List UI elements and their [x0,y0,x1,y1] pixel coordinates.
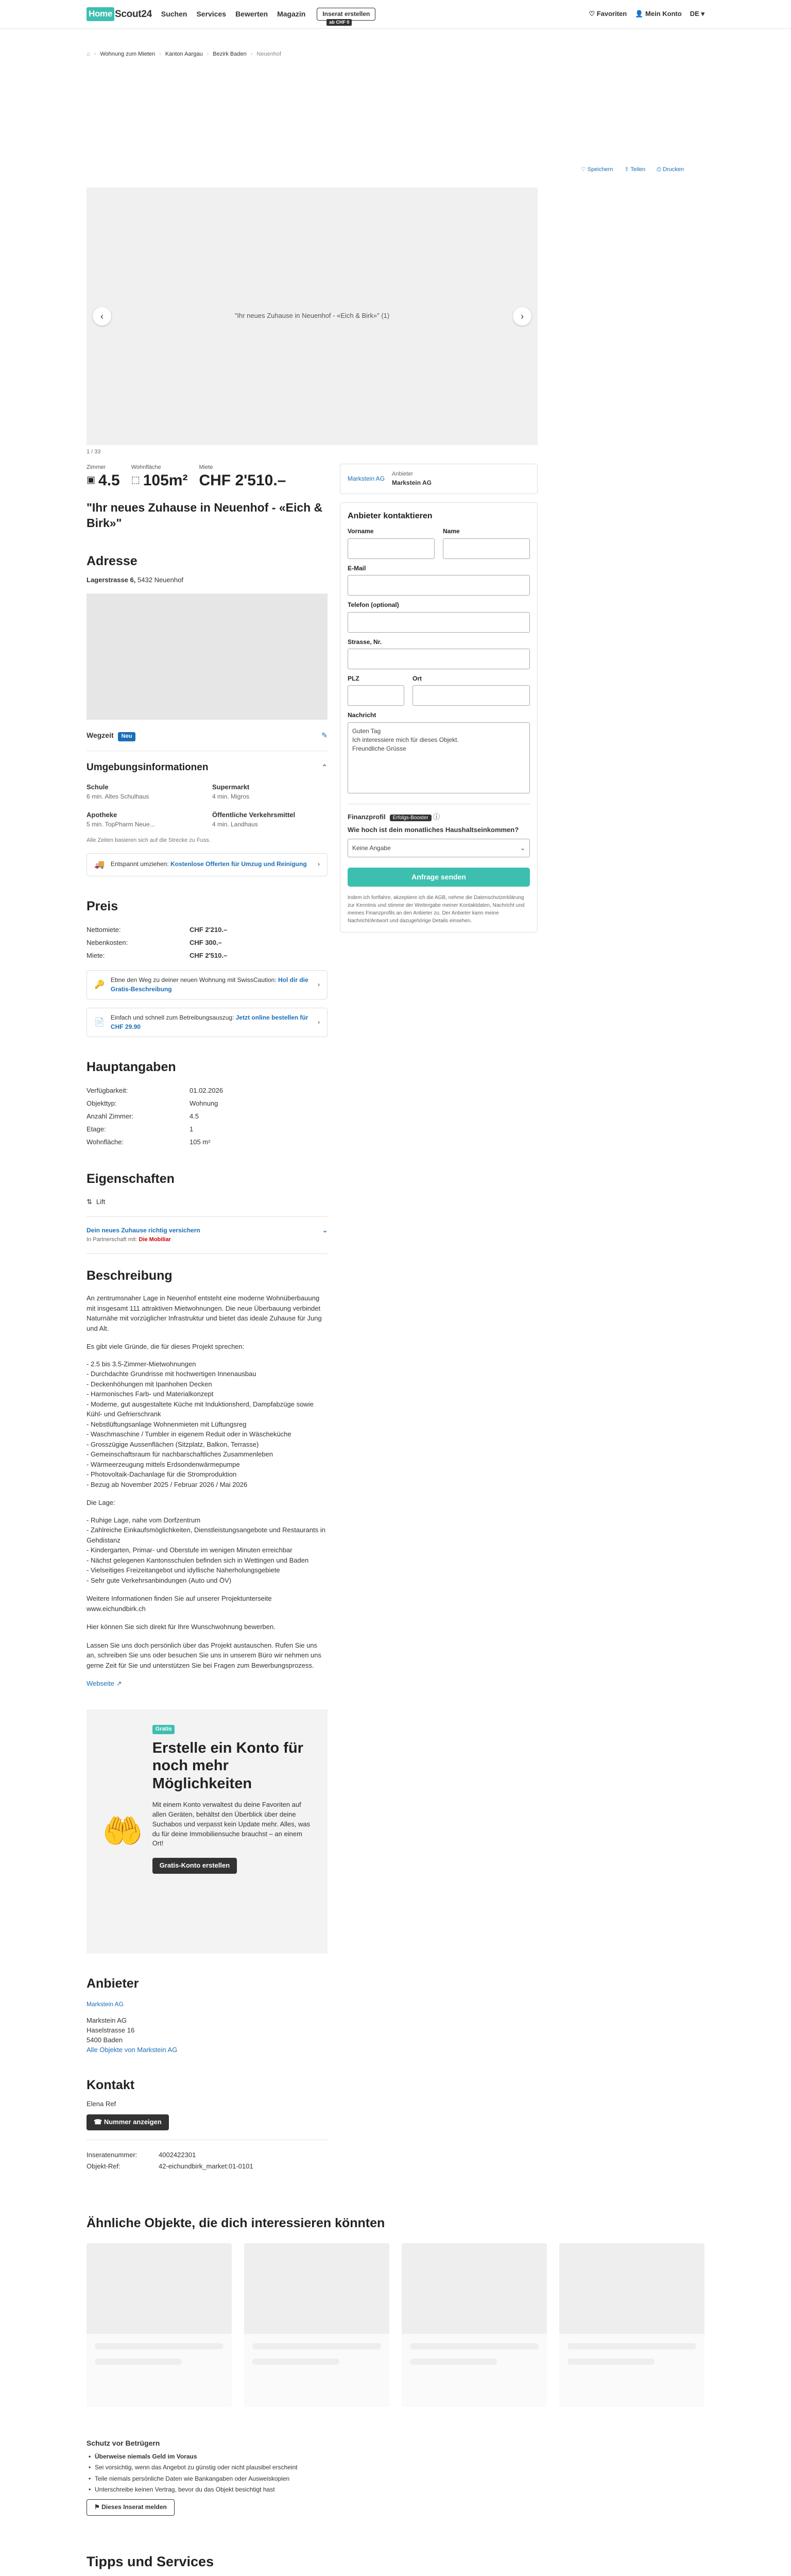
breadcrumb-item: Neuenhof [256,51,282,57]
scam-heading: Schutz vor Betrügern [87,2438,160,2447]
income-question: Wie hoch ist dein monatliches Haushaltseinkommen? [348,825,519,834]
description-list-item: - Grosszügige Aussenflächen (Sitzplatz, Balkon, Terrasse) [87,1440,259,1448]
page-content [87,59,704,2576]
id-row [87,2161,328,2173]
city-label: Ort [412,674,422,682]
breadcrumb-separator: › [159,51,161,57]
insurance-title: Dein neues Zuhause richtig versichern [87,1226,200,1234]
site-logo[interactable] [87,7,152,22]
street-field[interactable] [348,649,530,669]
environment-item [212,783,328,801]
language-label: DE [690,10,699,18]
description-list [87,1359,328,1490]
info-row [87,1084,328,1097]
info-row [87,1123,328,1136]
environment-sub: 5 min. TopPharm Neue... [87,821,155,828]
divider [87,1216,328,1217]
agency-card[interactable] [340,464,538,494]
show-number-button[interactable]: ☎ Nummer anzeigen [87,2114,169,2130]
rent-fact [199,464,286,489]
id-value: 42-eichundbirk_market:01-0101 [159,2162,253,2171]
new-badge: Neu [118,732,136,741]
insert-listing-button[interactable] [317,8,375,25]
phone-label: Telefon (optional) [348,601,399,609]
environment-grid [87,783,328,829]
breadcrumb-item[interactable]: Kanton Aargau [165,51,203,57]
insert-listing-label: Inserat erstellen [322,10,370,18]
description-list-item: - Photovoltaik-Dachanlage für die Stromproduktion [87,1470,237,1479]
website-link[interactable] [87,1680,122,1687]
environment-title: Schule [87,783,109,791]
account-label: Mein Konto [645,10,682,18]
provider-city: 5400 Baden [87,2036,123,2044]
report-listing-button[interactable]: ⚑ Dieses Inserat melden [87,2499,175,2515]
document-icon: 📄 [94,1018,105,1027]
insurance-teaser[interactable] [87,1226,328,1244]
moving-link[interactable]: Kostenlose Offerten für Umzug und Reinigung [170,860,307,868]
provider-street: Haselstrasse 16 [87,2026,135,2035]
description-list-item: - Vielseitiges Freizeitangebot und idyllische Naherholungsgebiete [87,1566,280,1574]
image-gallery[interactable] [87,188,538,445]
description-paragraph: Hier können Sie sich direkt für Ihre Wunschwohnung bewerben. [87,1623,276,1631]
price-value: CHF 2'510.– [190,951,228,959]
zip-label: PLZ [348,674,359,682]
environment-note: Alle Zeiten basieren sich auf die Strecke zu Fuss. [87,837,211,843]
price-heading: Preis [87,899,118,913]
gallery-image-alt: "Ihr neues Zuhause in Neuenhof - «Eich & Birk»" (1) [234,312,390,320]
listing-main [87,456,328,2173]
area-value: 105m² [143,471,188,489]
description-list-item: - Harmonisches Farb- und Materialkonzept [87,1390,214,1398]
price-key: Nettomiete: [87,925,121,934]
description-list-item: - Bezug ab November 2025 / Februar 2026 / Mai 2026 [87,1480,248,1488]
price-value: CHF 2'210.– [190,925,228,934]
id-key: Objekt-Ref: [87,2162,121,2171]
rent-label: Miete [199,464,213,470]
divider [87,1253,328,1254]
heart-hands-icon: 🤲 [102,1812,143,1850]
first-name-field[interactable] [348,538,435,559]
scam-tip: • Sei vorsichtig, wenn das Angebot zu günstig oder nicht plausibel erscheint [87,2463,704,2472]
description-list-item: - Moderne, gut ausgestaltete Küche mit Induktionsherd, Dampfabzüge sowie Kühl- und Gefrierschrank [87,1400,314,1418]
description-list [87,1515,328,1586]
environment-sub: 4 min. Migros [212,792,250,800]
placeholder-line [568,2343,696,2349]
contact-form [340,502,538,933]
chevron-right-icon: › [318,860,320,868]
send-request-button[interactable]: Anfrage senden [348,868,530,886]
description-list-item: - Deckenhöhungen mit Ipanhohen Decken [87,1380,212,1388]
placeholder-image [87,2243,232,2334]
create-account-button[interactable]: Gratis-Konto erstellen [152,1858,237,1874]
promo-headline: Erstelle ein Konto für noch mehr Möglichkeiten [152,1739,303,1792]
price-row [87,924,328,937]
environment-item [87,783,202,801]
commute-label: Wegzeit [87,731,114,739]
price-row [87,950,328,962]
print-button[interactable]: ⎙ Drucken [657,166,684,173]
placeholder-line [252,2343,381,2349]
deposit-link[interactable]: Hol dir die Gratis-Beschreibung [110,976,308,993]
income-select[interactable] [348,839,530,857]
favorites-label: Favoriten [596,10,627,18]
rooms-value: 4.5 [98,471,120,489]
booster-badge: Erfolgs-Booster [390,815,432,821]
address-line [87,575,328,585]
environment-item [212,810,328,829]
edit-icon[interactable]: ✎ [321,731,328,740]
info-value: 01.02.2026 [190,1087,223,1095]
last-name-field[interactable] [443,538,530,559]
commute-row[interactable] [87,730,328,741]
description-list-item: - Kindergarten, Primar- und Oberstufe im wenigen Minuten erreichbar [87,1546,293,1554]
account-link[interactable]: 👤 Mein Konto [635,10,682,18]
debt-text: Einfach und schnell zum Betreibungsauszug: [110,1014,236,1022]
provider-all-listings-link[interactable]: Alle Objekte von Markstein AG [87,2045,178,2054]
contact-sidebar [340,456,538,2173]
environment-sub: 6 min. Altes Schulhaus [87,792,149,800]
chevron-right-icon: › [318,1018,320,1026]
breadcrumb-item[interactable]: Wohnung zum Mieten [100,51,156,57]
rent-value: CHF 2'510.– [199,471,286,489]
email-label: E-Mail [348,564,366,572]
chevron-left-icon[interactable]: ‹ [93,307,111,326]
account-promo [87,1709,328,1954]
price-key: Nebenkosten: [87,938,128,946]
zip-field[interactable] [348,685,404,706]
nav-magazine[interactable]: Magazin [277,10,306,19]
email-field[interactable] [348,575,530,596]
save-button[interactable]: ♡ Speichern [580,166,613,173]
description-paragraph: Es gibt viele Gründe, die für dieses Projekt sprechen: [87,1343,245,1351]
area-fact [131,464,188,489]
main-nav [161,9,305,19]
chevron-up-icon[interactable]: ⌃ [321,763,328,772]
chevron-right-icon: › [318,981,320,989]
save-label: Speichern [587,166,613,173]
message-label: Nachricht [348,711,376,719]
info-key: Verfügbarkeit: [87,1087,128,1095]
address-city: 5432 Neuenhof [137,575,183,584]
deposit-text: Ebne den Weg zu deiner neuen Wohnung mit SwissCaution: [110,976,279,984]
description-list-item: - Zahlreiche Einkaufsmöglichkeiten, Dienstleistungsangebote und Restaurants in Gehdistanz [87,1526,325,1544]
share-button[interactable]: ⇪ Teilen [624,166,646,173]
address-heading: Adresse [87,553,137,568]
provider-logo: Markstein AG [87,2000,124,2008]
environment-heading: Umgebungsinformationen [87,761,209,773]
description-paragraph: Weitere Informationen finden Sie auf unserer Projektunterseite www.eichundbirk.ch [87,1595,272,1613]
external-link-icon: ↗ [116,1680,122,1688]
nav-rate[interactable]: Bewerten [235,10,268,19]
key-facts [87,456,328,489]
chevron-down-icon[interactable]: ⌄ [322,1226,328,1234]
provider-name: Markstein AG [87,2016,127,2025]
similar-heading: Ähnliche Objekte, die dich interessieren könnten [87,2216,385,2231]
insert-listing-price: ab CHF 0 [326,19,352,26]
show-number-label: Nummer anzeigen [104,2117,162,2126]
scam-tip: • Unterschreibe keinen Vertrag, bevor du das Objekt besichtigt hast [87,2485,704,2494]
report-listing-label: Dieses Inserat melden [101,2503,167,2511]
info-row [87,1097,328,1110]
placeholder-image [402,2243,547,2334]
description-paragraph: Die Lage: [87,1499,115,1507]
city-field[interactable] [412,685,530,706]
description-list-item: - Nächst gelegenen Kantonsschulen befinden sich in Wettingen und Baden [87,1556,309,1564]
logo-scout: Scout24 [115,8,152,20]
placeholder-line [252,2359,339,2365]
breadcrumb-separator: › [94,51,96,57]
map[interactable] [87,594,328,720]
description-paragraph: An zentrumsnaher Lage in Neuenhof entsteht eine moderne Wohnüberbauung mit insgesamt 111 attraktiven Mietwohnungen. Die neue Überbauung verbindet Naturnähe mit vorzüglicher Infrastruktur und bietet das ideale Zuhause für Jung und Alt. [87,1294,322,1332]
logo-home: Home [87,7,114,21]
id-value: 4002422301 [159,2150,196,2159]
features-heading: Eigenschaften [87,1171,175,1186]
site-header [0,0,791,29]
info-key: Objekttyp: [87,1099,117,1108]
truck-icon: 🚚 [94,860,105,869]
print-label: Drucken [663,166,684,173]
home-icon[interactable]: ⌂ [87,51,90,57]
income-select-value: Keine Angabe [352,844,391,852]
description-list-item: - Wärmeerzeugung mittels Erdsondenwärmepumpe [87,1460,240,1468]
info-icon[interactable]: ⓘ [433,812,440,821]
id-key: Inseratenummer: [87,2150,137,2159]
description-list-item: - Durchdachte Grundrisse mit hochwertigen Innenausbau [87,1370,256,1378]
breadcrumb-separator: › [250,51,253,57]
main-info-table [87,1084,328,1148]
breadcrumb-item[interactable]: Bezirk Baden [213,51,247,57]
similar-card-placeholder[interactable] [559,2243,704,2407]
agency-label: Anbieter [392,470,414,477]
elevator-icon: ⇅ [87,1197,92,1206]
contact-heading: Kontakt [87,2077,135,2092]
key-icon: 🔑 [94,980,105,990]
phone-field[interactable] [348,612,530,633]
deposit-box[interactable] [87,970,328,999]
favorites-link[interactable]: ♡ Favoriten [589,10,627,18]
placeholder-line [410,2343,539,2349]
info-key: Anzahl Zimmer: [87,1112,134,1120]
feature-label: Lift [96,1197,106,1206]
privacy-note: Indem ich fortfahre, akzeptiere ich die AGB, nehme die Datenschutzerklärung zur Kenntnis und stimme der Weitergabe meiner Kontaktdaten, Nachricht und meines Finanzprofils an den Anbieter zu. Der Anbieter kann meine Nachricht/Antwort und dazugehörige Details einsehen. [348,894,525,924]
message-field[interactable]: Guten Tag Ich interessiere mich für dieses Objekt. Freundliche Grüsse [348,722,530,793]
similar-listings [87,2243,704,2407]
environment-title: Apotheke [87,811,117,819]
scam-tip: • Teile niemals persönliche Daten wie Bankangaben oder Ausweiskopien [87,2475,704,2483]
contact-person: Elena Ref [87,2099,116,2108]
scam-protection [87,2438,704,2516]
description-list-item: - Sehr gute Verkehrsanbindungen (Auto und ÖV) [87,1576,232,1584]
rooms-fact [87,464,120,489]
info-value: Wohnung [190,1099,218,1108]
info-row [87,1110,328,1123]
debt-register-box[interactable] [87,1008,328,1037]
last-name-label: Name [443,528,460,535]
address-street: Lagerstrasse 6, [87,575,136,584]
description-list-item: - 2.5 bis 3.5-Zimmer-Mietwohnungen [87,1360,196,1368]
description [87,1266,328,1689]
finance-profile [348,804,530,858]
share-label: Teilen [630,166,646,173]
finance-title: Finanzprofil [348,812,386,821]
description-list-item: - Waschmaschine / Tumbler in eigenem Reduit oder in Wäscheküche [87,1430,291,1438]
placeholder-line [410,2359,497,2365]
id-row [87,2149,328,2161]
street-label: Strasse, Nr. [348,638,382,646]
area-icon: ⬚ [131,474,140,485]
similar-card-placeholder[interactable] [244,2243,389,2407]
info-key: Etage: [87,1125,106,1133]
placeholder-image [244,2243,389,2334]
price-row [87,937,328,950]
first-name-label: Vorname [348,528,374,535]
promo-text: Mit einem Konto verwaltest du deine Favoriten auf allen Geräten, behältst den Überblick über deine Suchabos und verpasst kein Update mehr. Alles, was du für deine Immobiliensuche brauchst – an einem Ort! [152,1801,311,1848]
provider-address [87,2016,328,2055]
feature-item [87,1197,328,1207]
listing-ids [87,2149,328,2173]
info-value: 4.5 [190,1112,199,1120]
placeholder-line [568,2359,655,2365]
area-label: Wohnfläche [131,464,161,470]
placeholder-line [95,2343,223,2349]
similar-card-placeholder[interactable] [402,2243,547,2407]
info-value: 1 [190,1125,194,1133]
breadcrumb [0,29,791,59]
mobiliar-logo: Die Mobiliar [139,1236,171,1243]
chevron-right-icon[interactable]: › [513,307,531,326]
website-label: Webseite [87,1680,114,1688]
similar-card-placeholder[interactable] [87,2243,232,2407]
debt-link[interactable]: Jetzt online bestellen für CHF 29.90 [110,1014,308,1030]
environment-title: Öffentliche Verkehrsmittel [212,811,296,819]
placeholder-image [559,2243,704,2334]
info-value: 105 m² [190,1138,211,1146]
rooms-label: Zimmer [87,464,106,470]
description-paragraph: Lassen Sie uns doch persönlich über das Projekt austauschen. Rufen Sie uns an, schreiben Sie uns oder besuchen Sie uns in unserem Büro wir nehmen uns gerne Zeit für Sie und unterstützen Sie bei Fragen zum Bewerbungsprozess. [87,1641,321,1669]
moving-text: Entspannt umziehen: [110,860,170,868]
price-key: Miete: [87,951,105,959]
rooms-icon: ▣ [87,474,96,485]
agency-name: Markstein AG [392,479,432,486]
price-value: CHF 300.– [190,938,222,946]
description-list-item: - Gemeinschaftsraum für nachbarschaftliches Zusammenleben [87,1450,273,1459]
insurance-partner-label: In Partnerschaft mit: [87,1236,137,1243]
listing-title: "Ihr neues Zuhause in Neuenhof - «Eich & Birk»" [87,500,323,530]
description-heading: Beschreibung [87,1268,173,1283]
environment-item [87,810,202,829]
provider-heading: Anbieter [87,1976,139,1991]
placeholder-line [95,2359,182,2365]
chevron-down-icon: ⌄ [520,844,525,852]
free-badge: Gratis [152,1725,175,1734]
environment-header[interactable] [87,760,328,775]
contact-form-title: Anbieter kontaktieren [348,512,433,521]
info-key: Wohnfläche: [87,1138,124,1146]
nav-search[interactable]: Suchen [161,10,187,19]
nav-services[interactable]: Services [196,10,227,19]
scam-tip: • Überweise niemals Geld im Voraus [87,2452,704,2461]
listing-actions [87,59,704,174]
price-table [87,924,328,962]
info-row [87,1136,328,1149]
description-list-item: - Nebstlüftungsanlage Wohnenmieten mit Lüftungsreg [87,1420,247,1428]
moving-offer-box[interactable] [87,853,328,876]
gallery-counter: 1 / 33 [87,448,101,455]
breadcrumb-separator: › [207,51,209,57]
description-list-item: - Ruhige Lage, nahe vom Dorfzentrum [87,1516,201,1524]
environment-title: Supermarkt [212,783,250,791]
main-info-heading: Hauptangaben [87,1060,176,1075]
tips-heading: Tipps und Services [87,2553,214,2569]
insurance-partner [87,1236,200,1244]
agency-logo: Markstein AG [348,474,385,482]
language-select[interactable]: DE ▾ [690,10,704,18]
environment-sub: 4 min. Landhaus [212,821,258,828]
